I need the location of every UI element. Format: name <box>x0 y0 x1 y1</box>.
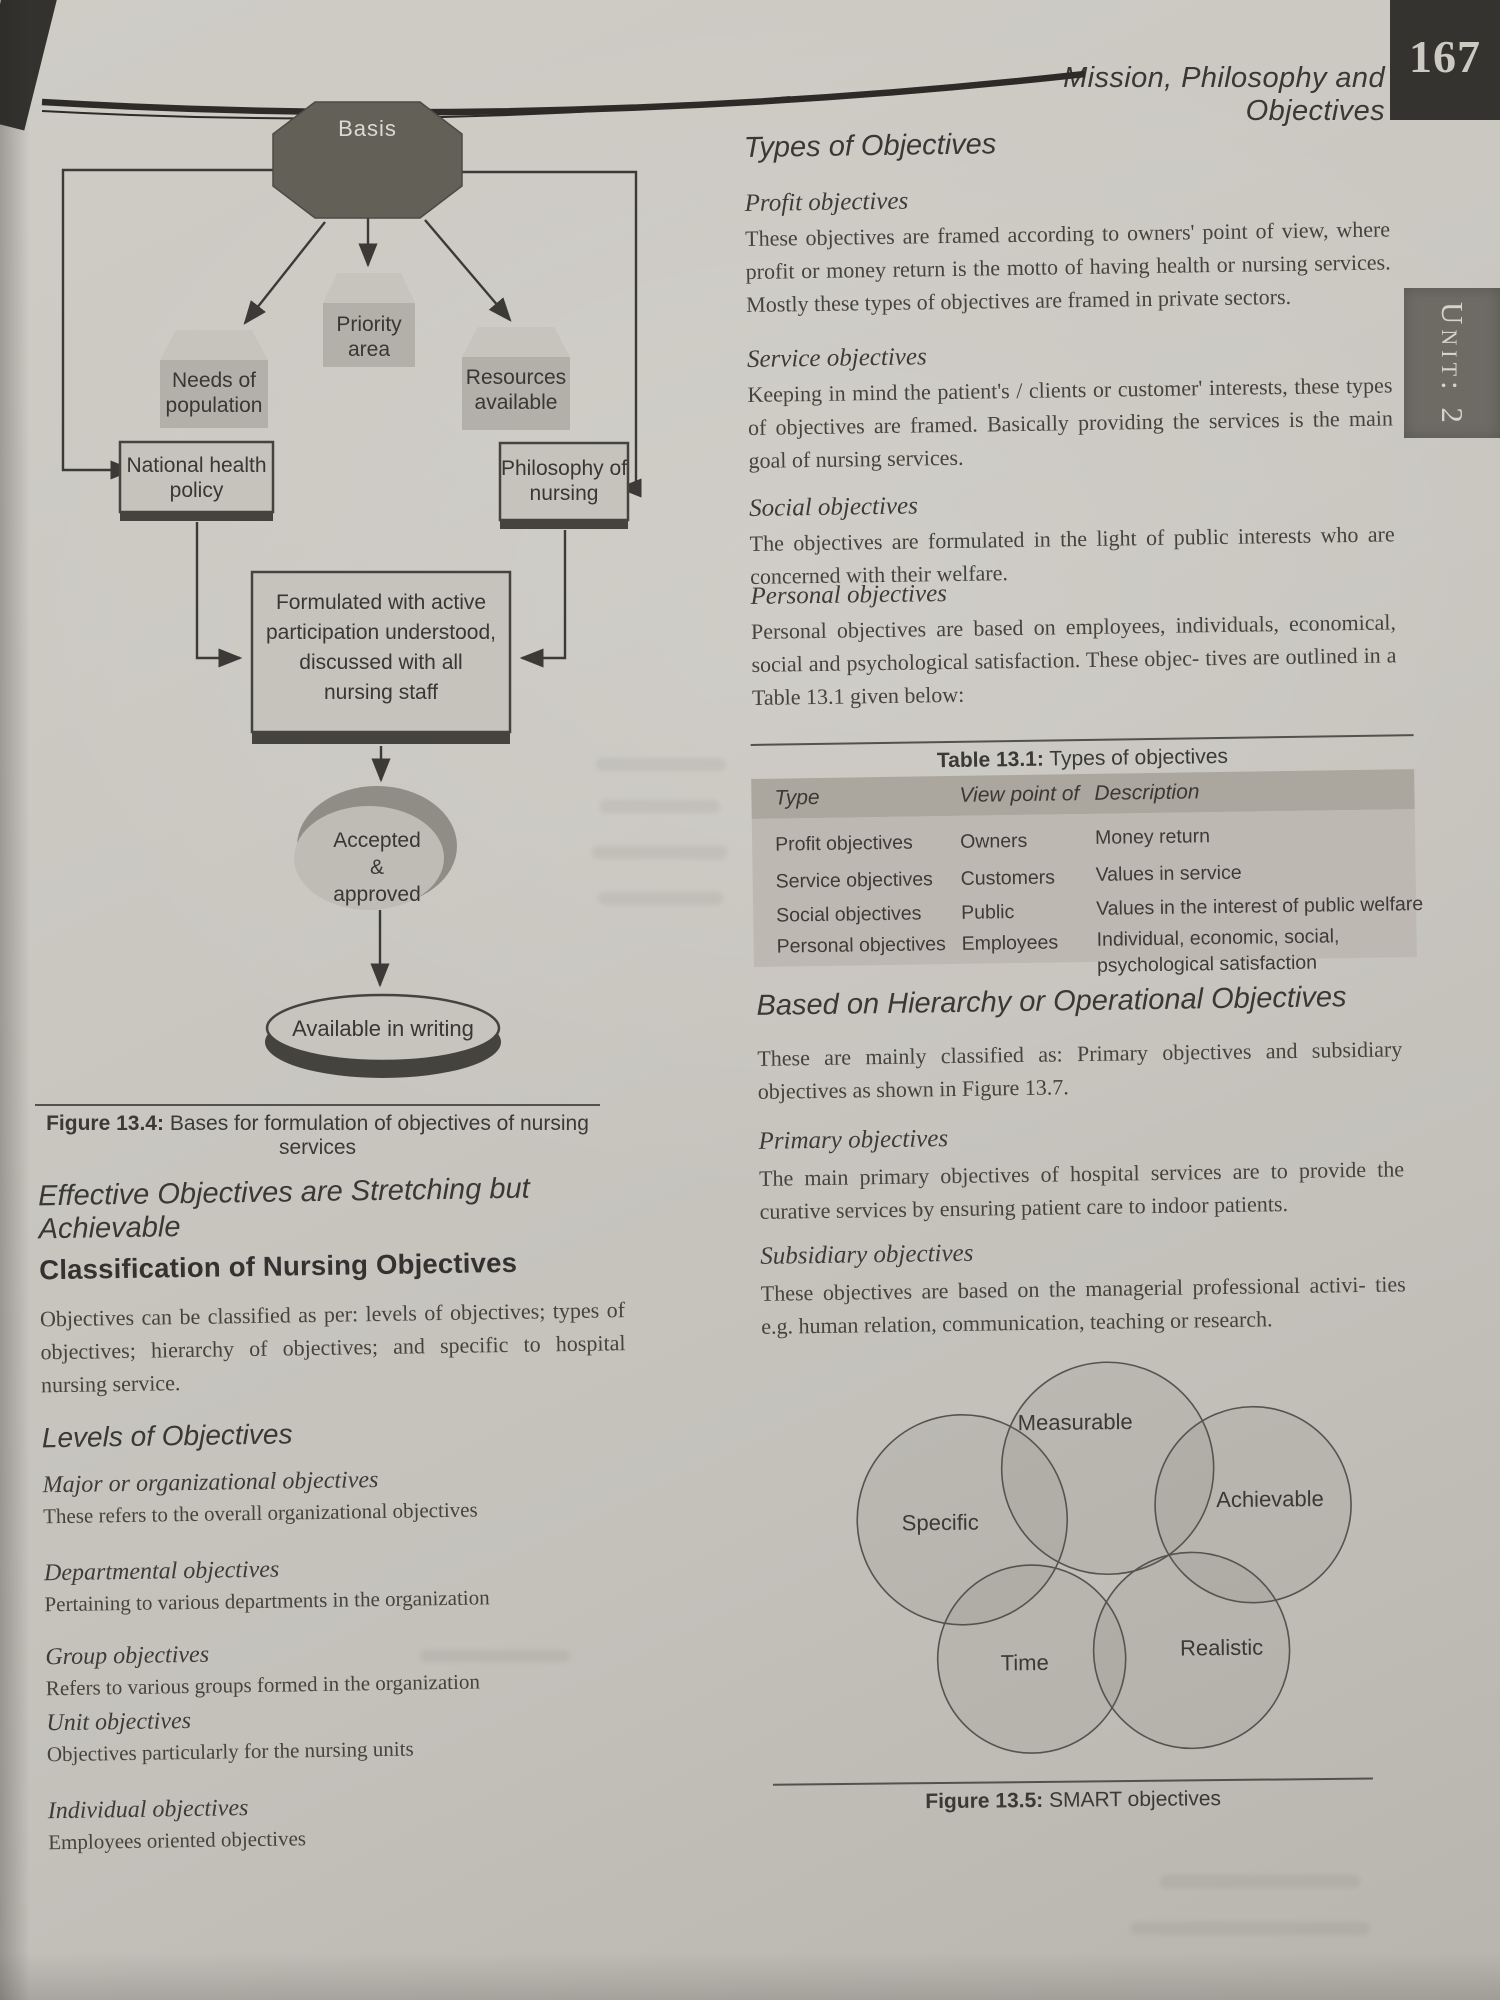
level-item-body: Employees oriented objectives <box>48 1826 307 1855</box>
table-cell: Values in service <box>1095 861 1242 886</box>
level-item-title: Departmental objectives <box>43 1556 280 1587</box>
figure-13-5-caption-text: SMART objectives <box>1048 1787 1222 1812</box>
section-body-social: The objectives are formulated in the light of public interests who are concerned with their welfare. <box>749 521 1395 589</box>
table-cell: Personal objectives <box>776 933 946 958</box>
section-body-service: Keeping in mind the patient's / clients or customer' interests, these types of objectives are framed. Basically providing the services is the main goal of nursing services. <box>747 372 1394 473</box>
hierarchy-intro: These are mainly classified as: Primary objectives and subsidiary objectives as shown in Figure 13.7. <box>757 1036 1403 1104</box>
venn-label-measurable: Measurable <box>1017 1408 1133 1436</box>
subsidiary-body: These objectives are based on the managerial professional activi- ties e.g. human relation, communication, teaching or research. <box>760 1271 1406 1339</box>
table-col-description: Description <box>1094 780 1200 805</box>
section-title-service: Service objectives <box>746 343 927 373</box>
level-item-title: Unit objectives <box>46 1708 192 1737</box>
classification-body: Objectives can be classified as per: levels of objectives; types of objectives; hierarchy of objectives; and specific to hospital nursing service. <box>39 1297 626 1398</box>
level-item-title: Group objectives <box>45 1641 210 1671</box>
level-item-body: Pertaining to various departments in the organization <box>44 1585 490 1617</box>
table-13-1-caption-label: Table 13.1: <box>936 747 1045 773</box>
venn-label-realistic: Realistic <box>1179 1634 1264 1661</box>
table-cell: Individual, economic, social, psychological satisfaction <box>1096 925 1340 977</box>
hierarchy-heading: Based on Hierarchy or Operational Objectives <box>756 981 1347 1022</box>
node-needs-of-population: Needs of population <box>165 369 263 417</box>
venn-label-specific: Specific <box>901 1509 979 1536</box>
level-item-title: Major or organizational objectives <box>42 1467 379 1499</box>
node-philosophy-of-nursing: Philosophy of nursing <box>500 457 628 505</box>
level-item-body: These refers to the overall organizational objectives <box>42 1497 478 1529</box>
node-accepted-approved: Accepted & approved <box>333 829 421 906</box>
page-header-title: Mission, Philosophy and Objectives <box>1063 62 1385 127</box>
table-cell: Service objectives <box>775 868 934 893</box>
section-title-social: Social objectives <box>748 492 919 522</box>
figure-13-5-caption <box>773 1785 1373 1815</box>
figure-13-5-canvas <box>638 1333 1383 1791</box>
table-cell: Customers <box>960 866 1056 890</box>
primary-body: The main primary objectives of hospital services are to provide the curative services by ensuring patient care to indoor patients. <box>758 1156 1405 1224</box>
table-cell: Values in the interest of public welfare <box>1095 893 1424 920</box>
figure-13-5-caption-label: Figure 13.5: <box>925 1788 1044 1814</box>
section-title-profit: Profit objectives <box>744 187 909 218</box>
table-cell: Social objectives <box>776 902 922 927</box>
table-cell: Public <box>961 901 1015 924</box>
table-cell: Employees <box>961 931 1059 955</box>
node-resources-available: Resources available <box>465 366 567 414</box>
classification-heading: Classification of Nursing Objectives <box>39 1246 518 1286</box>
level-item-title: Individual objectives <box>47 1795 249 1825</box>
figure-13-4-caption-text: Bases for formulation of objectives of nursing services <box>169 1112 589 1159</box>
page-number: 167 <box>1409 31 1481 82</box>
table-cell: Money return <box>1094 825 1211 849</box>
node-formulated: Formulated with active participation understood, discussed with all nursing staff <box>266 591 496 704</box>
node-basis: Basis <box>338 116 397 141</box>
unit-tab-label: Unit: 2 <box>1435 302 1470 428</box>
venn-label-time: Time <box>1000 1649 1049 1676</box>
level-item-body: Objectives particularly for the nursing units <box>46 1736 414 1767</box>
levels-heading: Levels of Objectives <box>41 1418 293 1454</box>
tagline-heading: Effective Objectives are Stretching but Achievable <box>37 1172 530 1246</box>
primary-title: Primary objectives <box>758 1125 949 1155</box>
table-13-1-caption-text: Types of objectives <box>1049 744 1229 771</box>
node-priority-area: Priority area <box>336 313 402 361</box>
figure-13-4-caption-label: Figure 13.4: <box>46 1112 164 1135</box>
venn-label-achievable: Achievable <box>1216 1485 1324 1513</box>
node-national-health-policy: National health policy <box>126 454 267 502</box>
types-heading: Types of Objectives <box>743 128 997 165</box>
table-col-type: Type <box>774 785 820 810</box>
table-cell: Profit objectives <box>774 831 913 856</box>
section-body-profit: These objectives are framed according to owners' point of view, where profit or money return is the motto of having health or nursing services. Mostly these types of objectives are framed in private sectors. <box>744 216 1391 317</box>
section-title-personal: Personal objectives <box>750 580 948 610</box>
table-cell: Owners <box>959 829 1028 853</box>
node-available-in-writing: Available in writing <box>292 1016 474 1041</box>
section-body-personal: Personal objectives are based on employees, individuals, economical, social and psychological satisfaction. These objec- tives are outlined in a Table 13.1 given below: <box>750 609 1397 710</box>
table-col-viewpoint: View point of <box>959 782 1080 807</box>
subsidiary-title: Subsidiary objectives <box>760 1239 974 1270</box>
level-item-body: Refers to various groups formed in the organization <box>45 1669 481 1701</box>
